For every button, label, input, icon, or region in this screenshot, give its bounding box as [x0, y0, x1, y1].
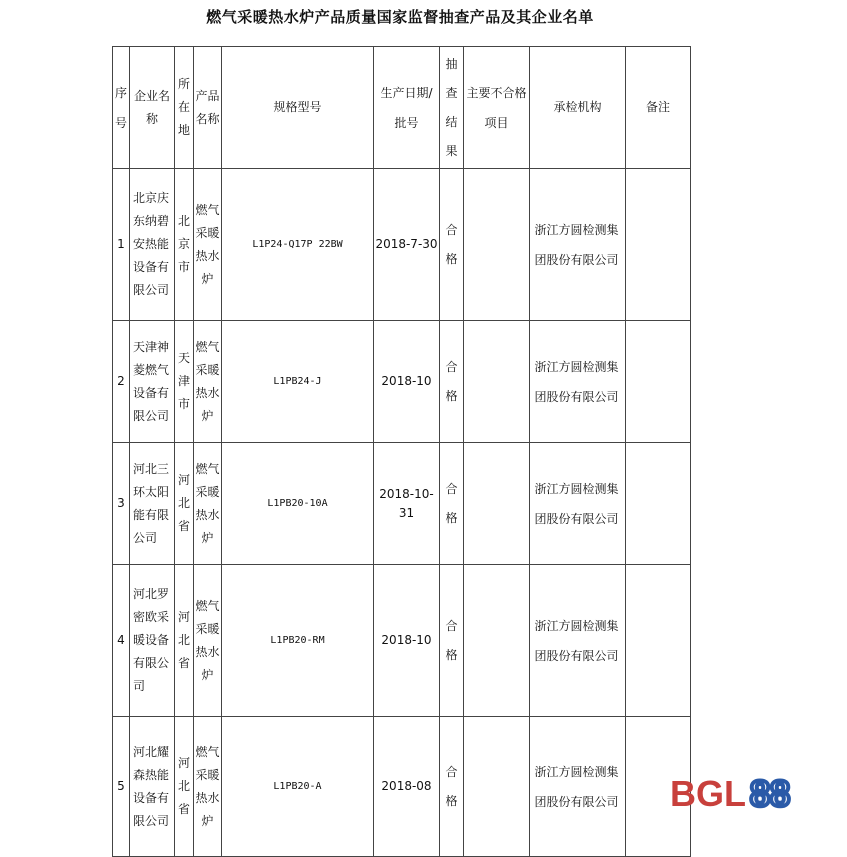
- cell-model: L1PB20-RM: [222, 565, 374, 717]
- header-company: 企业名称: [130, 47, 175, 169]
- cell-location: 河北省: [175, 717, 194, 857]
- cell-product: 燃气采暖热水炉: [194, 443, 222, 565]
- inspection-table: [112, 46, 691, 857]
- cell-org: 浙江方圆检测集团股份有限公司: [530, 443, 626, 565]
- cell-model: L1PB24-J: [222, 321, 374, 443]
- table-header-row: [113, 47, 691, 169]
- cell-date: 2018-10-31: [374, 443, 440, 565]
- cell-date: 2018-7-30: [374, 169, 440, 321]
- cell-company: 河北耀森热能设备有限公司: [130, 717, 175, 857]
- cell-company: 河北三环太阳能有限公司: [130, 443, 175, 565]
- header-date: 生产日期/批号: [374, 47, 440, 169]
- cell-org: 浙江方圆检测集团股份有限公司: [530, 321, 626, 443]
- cell-failed-items: [464, 565, 530, 717]
- cell-org: 浙江方圆检测集团股份有限公司: [530, 717, 626, 857]
- cell-product: 燃气采暖热水炉: [194, 169, 222, 321]
- cell-failed-items: [464, 443, 530, 565]
- cell-product: 燃气采暖热水炉: [194, 717, 222, 857]
- cell-no: 4: [113, 565, 130, 717]
- header-remark: 备注: [626, 47, 691, 169]
- cell-model: L1PB20-10A: [222, 443, 374, 565]
- cell-result: 合格: [440, 565, 464, 717]
- cell-company: 天津神菱燃气设备有限公司: [130, 321, 175, 443]
- watermark-numbers: 88: [750, 773, 791, 812]
- cell-model: L1PB20-A: [222, 717, 374, 857]
- watermark-letters: BGL: [670, 773, 746, 812]
- table-row: [113, 169, 691, 321]
- cell-date: 2018-10: [374, 565, 440, 717]
- cell-remark: [626, 321, 691, 443]
- table-row: [113, 717, 691, 857]
- cell-org: 浙江方圆检测集团股份有限公司: [530, 169, 626, 321]
- header-product: 产品名称: [194, 47, 222, 169]
- cell-date: 2018-10: [374, 321, 440, 443]
- table-row: [113, 321, 691, 443]
- cell-location: 北京市: [175, 169, 194, 321]
- cell-no: 2: [113, 321, 130, 443]
- cell-failed-items: [464, 169, 530, 321]
- cell-result: 合格: [440, 717, 464, 857]
- bgl88-watermark-logo: [668, 772, 800, 812]
- cell-failed-items: [464, 717, 530, 857]
- cell-no: 3: [113, 443, 130, 565]
- cell-product: 燃气采暖热水炉: [194, 565, 222, 717]
- cell-product: 燃气采暖热水炉: [194, 321, 222, 443]
- cell-remark: [626, 565, 691, 717]
- cell-remark: [626, 169, 691, 321]
- header-no: 序号: [113, 47, 130, 169]
- header-location: 所在地: [175, 47, 194, 169]
- cell-no: 1: [113, 169, 130, 321]
- header-org: 承检机构: [530, 47, 626, 169]
- header-model: 规格型号: [222, 47, 374, 169]
- header-result: 抽查结果: [440, 47, 464, 169]
- cell-failed-items: [464, 321, 530, 443]
- cell-location: 河北省: [175, 443, 194, 565]
- page-title: 燃气采暖热水炉产品质量国家监督抽查产品及其企业名单: [206, 8, 594, 26]
- header-failed-items: 主要不合格项目: [464, 47, 530, 169]
- cell-no: 5: [113, 717, 130, 857]
- cell-result: 合格: [440, 443, 464, 565]
- cell-remark: [626, 443, 691, 565]
- cell-location: 河北省: [175, 565, 194, 717]
- cell-date: 2018-08: [374, 717, 440, 857]
- cell-result: 合格: [440, 321, 464, 443]
- cell-company: 北京庆东纳碧安热能设备有限公司: [130, 169, 175, 321]
- cell-location: 天津市: [175, 321, 194, 443]
- cell-company: 河北罗密欧采暖设备有限公司: [130, 565, 175, 717]
- cell-model: L1P24-Q17P 22BW: [222, 169, 374, 321]
- cell-org: 浙江方圆检测集团股份有限公司: [530, 565, 626, 717]
- table-row: [113, 443, 691, 565]
- cell-result: 合格: [440, 169, 464, 321]
- table-row: [113, 565, 691, 717]
